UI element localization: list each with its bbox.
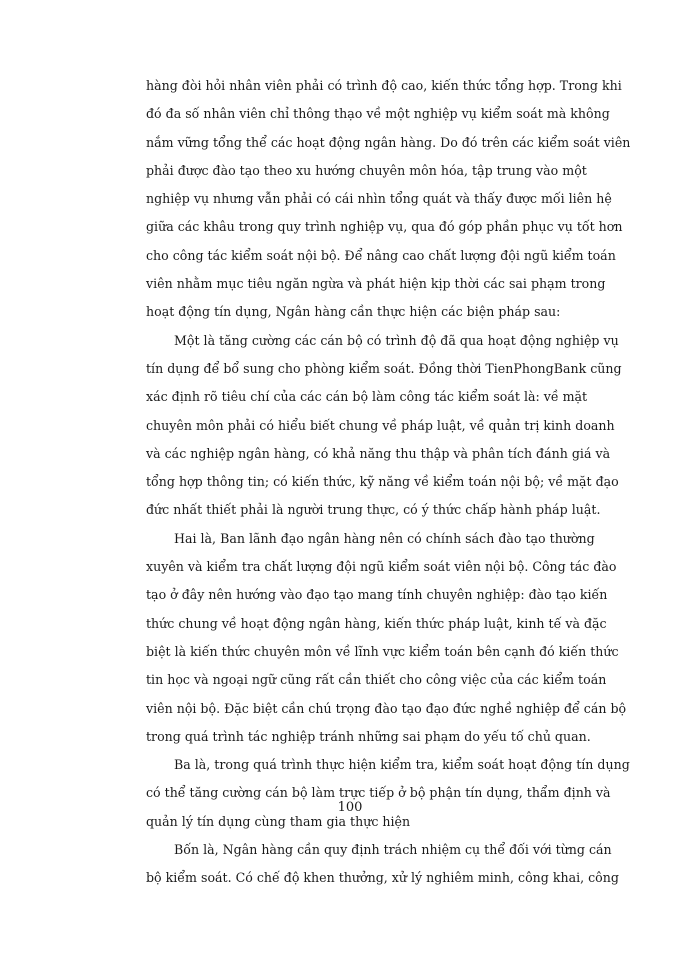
text-line: xác định rõ tiêu chí của các cán bộ làm công tác kiểm soát là: về mặt [146, 389, 588, 405]
paragraph-start-line: Ba là, trong quá trình thực hiện kiểm tra, kiểm soát hoạt động tín dụng [174, 757, 630, 773]
text-line: bộ kiểm soát. Có chế độ khen thưởng, xử lý nghiêm minh, công khai, công [146, 870, 619, 886]
text-line: chuyên môn phải có hiểu biết chung về pháp luật, về quản trị kinh doanh [146, 417, 615, 433]
text-line: giữa các khâu trong quy trình nghiệp vụ, qua đó góp phần phục vụ tốt hơn [146, 219, 623, 235]
text-line: hoạt động tín dụng, Ngân hàng cần thực hiện các biện pháp sau: [146, 304, 561, 320]
text-line: phải được đào tạo theo xu hướng chuyên môn hóa, tập trung vào một [146, 162, 587, 178]
text-line: nắm vững tổng thể các hoạt động ngân hàng. Do đó trên các kiểm soát viên [146, 134, 631, 150]
text-line: đức nhất thiết phải là người trung thực, có ý thức chấp hành pháp luật. [146, 502, 601, 518]
text-line: tổng hợp thông tin; có kiến thức, kỹ năng về kiểm toán nội bộ; về mặt đạo [146, 474, 619, 490]
text-line: viên nội bộ. Đặc biệt cần chú trọng đào tạo đạo đức nghề nghiệp để cán bộ [146, 700, 627, 716]
text-line: xuyên và kiểm tra chất lượng đội ngũ kiểm soát viên nội bộ. Công tác đào [146, 559, 617, 575]
document-body [146, 72, 631, 893]
text-line: trong quá trình tác nghiệp tránh những sai phạm do yếu tố chủ quan. [146, 728, 591, 744]
text-line: tín dụng để bổ sung cho phòng kiểm soát. Đồng thời TienPhongBank cũng [146, 360, 622, 376]
text-line: đó đa số nhân viên chỉ thông thạo về một nghiệp vụ kiểm soát mà không [146, 106, 610, 122]
text-line: hàng đòi hỏi nhân viên phải có trình độ cao, kiến thức tổng hợp. Trong khi [146, 78, 622, 93]
page-number: 100 [337, 800, 363, 815]
text-line: cho công tác kiểm soát nội bộ. Để nâng cao chất lượng đội ngũ kiểm toán [146, 247, 616, 263]
text-line: có thể tăng cường cán bộ làm trực tiếp ở bộ phận tín dụng, thẩm định và [146, 785, 611, 801]
text-line: viên nhằm mục tiêu ngăn ngừa và phát hiện kịp thời các sai phạm trong [146, 276, 606, 292]
text-line: tạo ở đây nên hướng vào đạo tạo mang tính chuyên nghiệp: đào tạo kiến [146, 587, 608, 603]
paragraph-start-line: Hai là, Ban lãnh đạo ngân hàng nên có chính sách đào tạo thường [174, 530, 595, 546]
text-line: và các nghiệp ngân hàng, có khả năng thu thập và phân tích đánh giá và [146, 445, 611, 461]
text-line: nghiệp vụ nhưng vẫn phải có cái nhìn tổng quát và thấy được mối liên hệ [146, 191, 612, 207]
text-line: tin học và ngoại ngữ cũng rất cần thiết cho công việc của các kiểm toán [146, 672, 607, 688]
text-line: thức chung về hoạt động ngân hàng, kiến thức pháp luật, kinh tế và đặc [146, 615, 607, 631]
paragraph-start-line: Một là tăng cường các cán bộ có trình độ đã qua hoạt động nghiệp vụ [174, 332, 619, 348]
text-line: biệt là kiến thức chuyên môn về lĩnh vực kiểm toán bên cạnh đó kiến thức [146, 643, 619, 659]
paragraph-start-line: Bốn là, Ngân hàng cần quy định trách nhiệm cụ thể đối với từng cán [174, 842, 612, 858]
text-line: quản lý tín dụng cùng tham gia thực hiện [146, 813, 411, 829]
